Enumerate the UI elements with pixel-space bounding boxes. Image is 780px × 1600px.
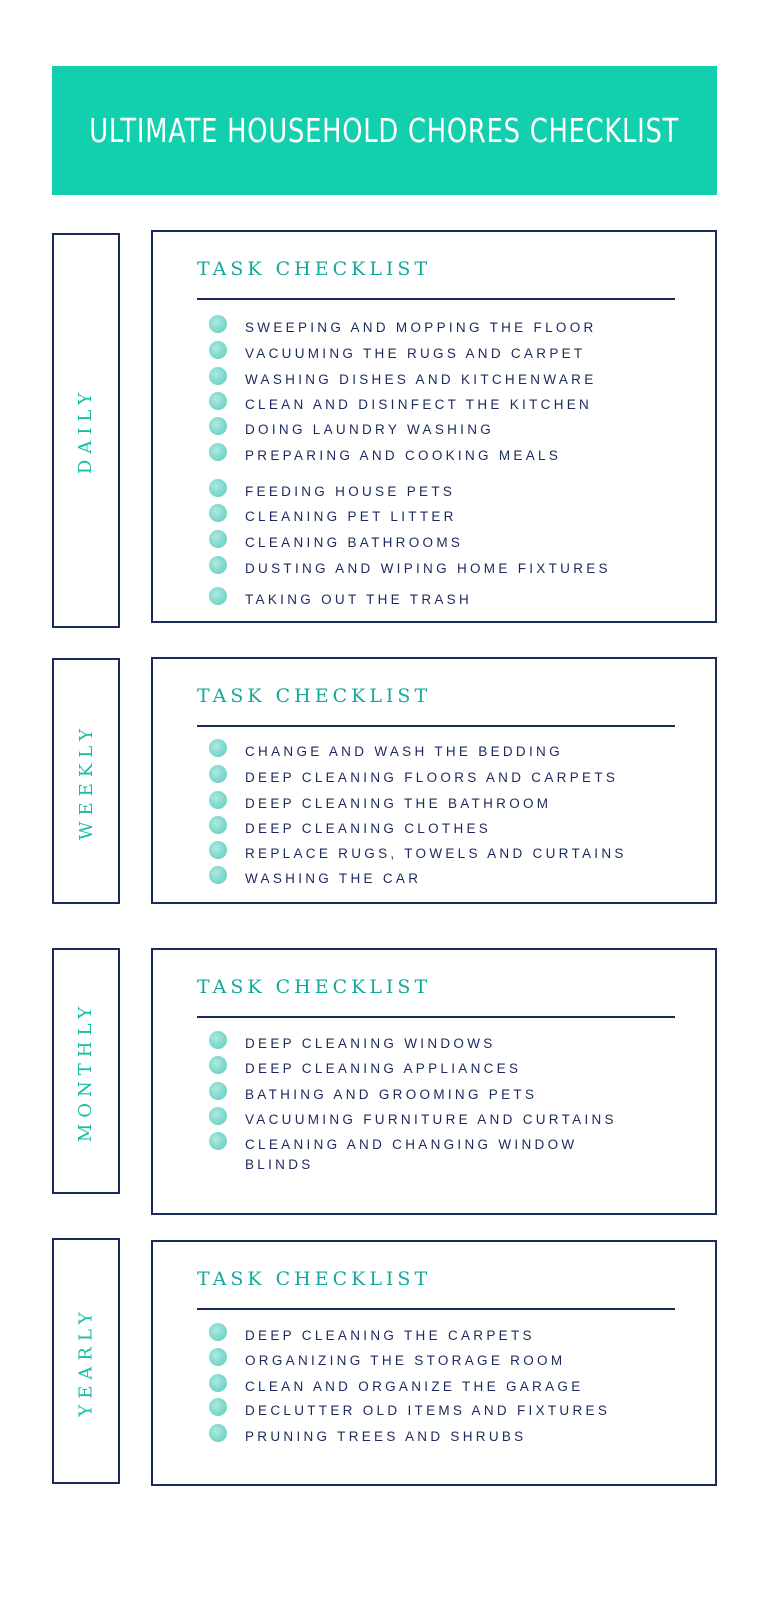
item-text: DEEP CLEANING THE BATHROOM (245, 796, 552, 811)
item-text: DEEP CLEANING WINDOWS (245, 1036, 496, 1051)
list-item (209, 533, 675, 553)
list-item (209, 318, 675, 338)
list-item (209, 344, 675, 364)
item-text: DEEP CLEANING THE CARPETS (245, 1328, 535, 1343)
list-item (209, 768, 675, 788)
bullet-dot-icon (209, 1132, 227, 1150)
bullet-dot-icon (209, 1398, 227, 1416)
bullet-dot-icon (209, 392, 227, 410)
list-item (209, 742, 675, 762)
item-text: BATHING AND GROOMING PETS (245, 1087, 538, 1102)
divider (197, 1308, 675, 1310)
list-item (209, 794, 675, 814)
item-text: VACUUMING THE RUGS AND CARPET (245, 346, 586, 361)
item-text: VACUUMING FURNITURE AND CURTAINS (245, 1112, 617, 1127)
bullet-dot-icon (209, 866, 227, 884)
bullet-dot-icon (209, 315, 227, 333)
bullet-dot-icon (209, 1424, 227, 1442)
list-item (209, 446, 675, 466)
divider (197, 725, 675, 727)
checklist-card-yearly (151, 1240, 717, 1486)
bullet-dot-icon (209, 341, 227, 359)
item-text: PREPARING AND COOKING MEALS (245, 448, 562, 463)
list-item (209, 869, 675, 889)
list-item (209, 1085, 675, 1105)
list-item (209, 819, 675, 839)
list-item (209, 370, 675, 390)
bullet-dot-icon (209, 587, 227, 605)
bullet-dot-icon (209, 1056, 227, 1074)
frequency-label-daily (52, 233, 120, 628)
bullet-dot-icon (209, 367, 227, 385)
divider (197, 298, 675, 300)
bullet-dot-icon (209, 1082, 227, 1100)
item-text: DEEP CLEANING FLOORS AND CARPETS (245, 770, 619, 785)
bullet-dot-icon (209, 1374, 227, 1392)
list-item (209, 844, 675, 864)
card-heading: TASK CHECKLIST (197, 685, 432, 707)
card-heading: TASK CHECKLIST (197, 258, 432, 280)
frequency-label-text: WEEKLY (75, 722, 97, 840)
bullet-dot-icon (209, 1348, 227, 1366)
list-item (209, 1377, 675, 1397)
item-text: CLEAN AND ORGANIZE THE GARAGE (245, 1379, 584, 1394)
item-text: DEEP CLEANING APPLIANCES (245, 1061, 522, 1076)
item-text: FEEDING HOUSE PETS (245, 484, 456, 499)
item-text: ORGANIZING THE STORAGE ROOM (245, 1353, 566, 1368)
card-heading: TASK CHECKLIST (197, 1268, 432, 1290)
item-text: DOING LAUNDRY WASHING (245, 422, 495, 437)
card-heading: TASK CHECKLIST (197, 976, 432, 998)
list-item (209, 1135, 645, 1175)
list-item (209, 1401, 675, 1421)
list-item (209, 559, 675, 579)
frequency-label-text: MONTHLY (75, 1000, 97, 1142)
list-item (209, 1427, 675, 1447)
bullet-dot-icon (209, 841, 227, 859)
item-text: DECLUTTER OLD ITEMS AND FIXTURES (245, 1403, 611, 1418)
frequency-label-monthly (52, 948, 120, 1194)
item-text: WASHING THE CAR (245, 871, 422, 886)
list-item (209, 1326, 675, 1346)
item-text: CLEANING AND CHANGING WINDOW BLINDS (245, 1137, 578, 1172)
list-item (209, 1059, 675, 1079)
item-text: CHANGE AND WASH THE BEDDING (245, 744, 563, 759)
bullet-dot-icon (209, 791, 227, 809)
bullet-dot-icon (209, 443, 227, 461)
list-item (209, 482, 675, 502)
item-text: PRUNING TREES AND SHRUBS (245, 1429, 527, 1444)
bullet-dot-icon (209, 417, 227, 435)
bullet-dot-icon (209, 816, 227, 834)
bullet-dot-icon (209, 530, 227, 548)
list-item (209, 420, 675, 440)
page-title: ULTIMATE HOUSEHOLD CHORES CHECKLIST (89, 111, 680, 150)
bullet-dot-icon (209, 556, 227, 574)
checklist-card-daily (151, 230, 717, 623)
checklist-card-monthly (151, 948, 717, 1215)
bullet-dot-icon (209, 479, 227, 497)
bullet-dot-icon (209, 739, 227, 757)
item-text: CLEAN AND DISINFECT THE KITCHEN (245, 397, 593, 412)
item-text: CLEANING PET LITTER (245, 509, 457, 524)
item-text: DEEP CLEANING CLOTHES (245, 821, 492, 836)
frequency-label-text: DAILY (75, 386, 97, 475)
bullet-dot-icon (209, 1107, 227, 1125)
item-text: WASHING DISHES AND KITCHENWARE (245, 372, 597, 387)
item-text: REPLACE RUGS, TOWELS AND CURTAINS (245, 846, 627, 861)
item-text: DUSTING AND WIPING HOME FIXTURES (245, 561, 611, 576)
list-item (209, 1110, 675, 1130)
frequency-label-text: YEARLY (75, 1305, 97, 1417)
divider (197, 1016, 675, 1018)
frequency-label-yearly (52, 1238, 120, 1484)
checklist-card-weekly (151, 657, 717, 904)
list-item (209, 1034, 675, 1054)
list-item (209, 1351, 675, 1371)
list-item (209, 590, 675, 610)
bullet-dot-icon (209, 504, 227, 522)
bullet-dot-icon (209, 1031, 227, 1049)
list-item (209, 507, 675, 527)
item-text: TAKING OUT THE TRASH (245, 592, 473, 607)
bullet-dot-icon (209, 765, 227, 783)
item-text: SWEEPING AND MOPPING THE FLOOR (245, 320, 597, 335)
item-text: CLEANING BATHROOMS (245, 535, 464, 550)
list-item (209, 395, 675, 415)
bullet-dot-icon (209, 1323, 227, 1341)
frequency-label-weekly (52, 658, 120, 904)
title-banner (52, 66, 717, 195)
